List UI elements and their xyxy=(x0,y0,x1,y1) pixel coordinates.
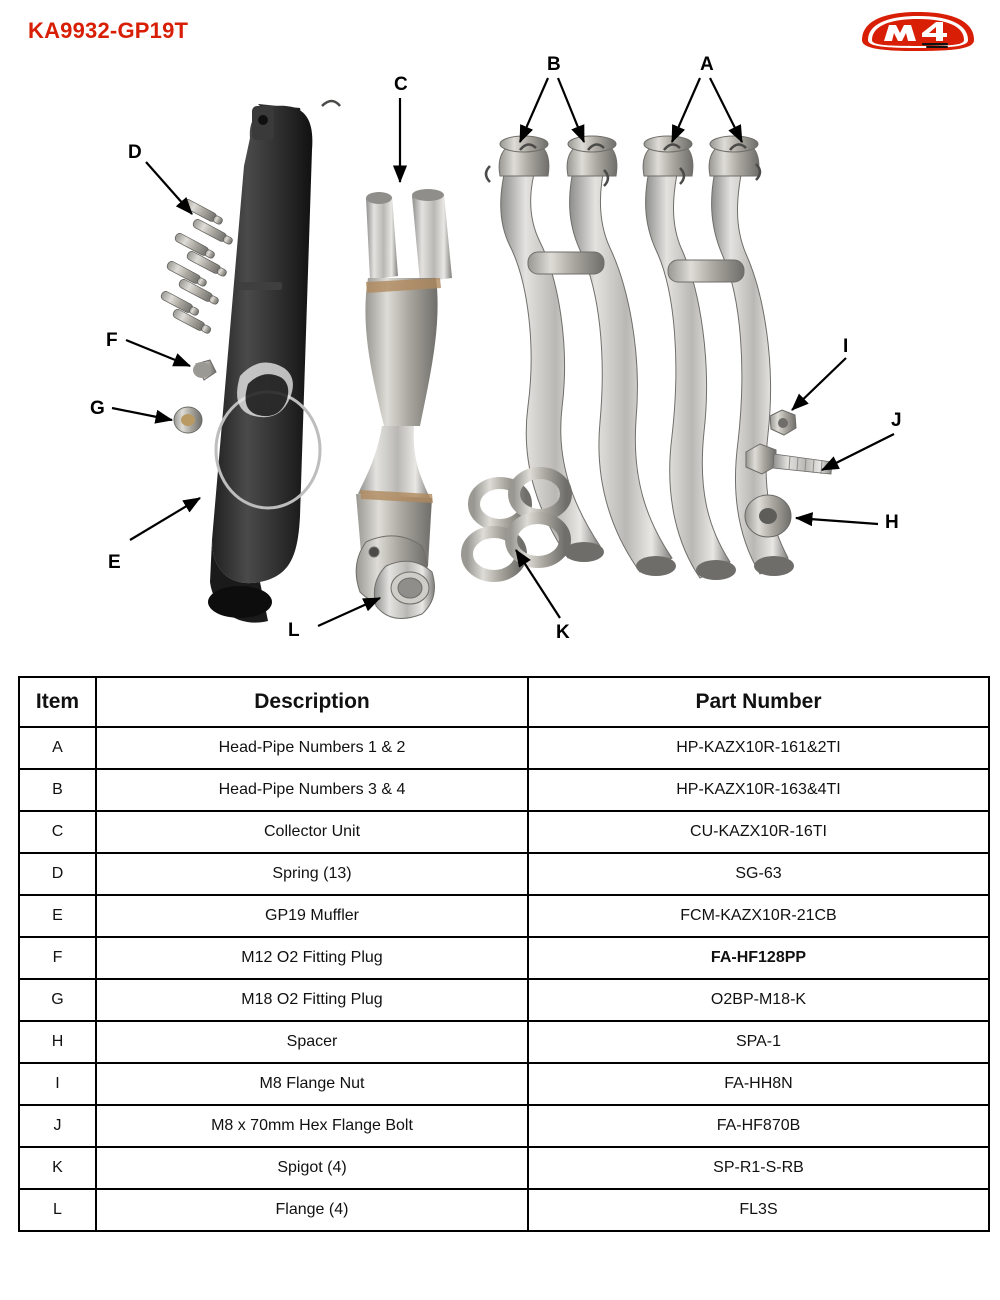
table-row xyxy=(19,811,989,853)
callout-label-H: H xyxy=(885,512,899,533)
cell-description: Head-Pipe Numbers 3 & 4 xyxy=(96,769,528,811)
table-row xyxy=(19,769,989,811)
cell-description: M8 x 70mm Hex Flange Bolt xyxy=(96,1105,528,1147)
table-row xyxy=(19,1021,989,1063)
cell-description: Spigot (4) xyxy=(96,1147,528,1189)
cell-part-number: SPA-1 xyxy=(528,1021,989,1063)
parts-diagram-photo xyxy=(0,46,1000,666)
cell-part-number: CU-KAZX10R-16TI xyxy=(528,811,989,853)
cell-description: Head-Pipe Numbers 1 & 2 xyxy=(96,727,528,769)
callout-label-K: K xyxy=(556,622,570,643)
callout-label-J: J xyxy=(891,410,902,431)
cell-item: E xyxy=(19,895,96,937)
table-row xyxy=(19,895,989,937)
cell-part-number: SG-63 xyxy=(528,853,989,895)
cell-item: A xyxy=(19,727,96,769)
callout-label-A: A xyxy=(700,54,714,75)
photo-illustration xyxy=(0,46,1000,666)
cell-item: B xyxy=(19,769,96,811)
table-row xyxy=(19,1063,989,1105)
cell-part-number: SP-R1-S-RB xyxy=(528,1147,989,1189)
cell-item: I xyxy=(19,1063,96,1105)
cell-description: M12 O2 Fitting Plug xyxy=(96,937,528,979)
column-header-description: Description xyxy=(96,677,528,727)
cell-item: L xyxy=(19,1189,96,1231)
cell-item: G xyxy=(19,979,96,1021)
callout-label-F: F xyxy=(106,330,118,351)
cell-description: Flange (4) xyxy=(96,1189,528,1231)
table-body xyxy=(19,727,989,1231)
cell-part-number: FA-HH8N xyxy=(528,1063,989,1105)
table-row xyxy=(19,1147,989,1189)
table-row xyxy=(19,1105,989,1147)
table-row xyxy=(19,937,989,979)
cell-part-number: HP-KAZX10R-161&2TI xyxy=(528,727,989,769)
cell-part-number: FA-HF128PP xyxy=(528,937,989,979)
callout-label-I: I xyxy=(843,336,849,357)
cell-item: K xyxy=(19,1147,96,1189)
cell-description: Collector Unit xyxy=(96,811,528,853)
cell-description: Spacer xyxy=(96,1021,528,1063)
cell-description: M8 Flange Nut xyxy=(96,1063,528,1105)
callout-label-L: L xyxy=(288,620,300,641)
cell-item: J xyxy=(19,1105,96,1147)
cell-item: F xyxy=(19,937,96,979)
callout-label-B: B xyxy=(547,54,561,75)
callout-label-G: G xyxy=(90,398,105,419)
cell-item: C xyxy=(19,811,96,853)
cell-item: H xyxy=(19,1021,96,1063)
column-header-part-number: Part Number xyxy=(528,677,989,727)
cell-part-number: O2BP-M18-K xyxy=(528,979,989,1021)
cell-item: D xyxy=(19,853,96,895)
callout-label-C: C xyxy=(394,74,408,95)
cell-part-number: FL3S xyxy=(528,1189,989,1231)
parts-table xyxy=(18,676,990,1232)
callout-label-D: D xyxy=(128,142,142,163)
table-header-row xyxy=(19,677,989,727)
callout-label-E: E xyxy=(108,552,121,573)
cell-description: Spring (13) xyxy=(96,853,528,895)
table-row xyxy=(19,1189,989,1231)
cell-description: GP19 Muffler xyxy=(96,895,528,937)
cell-description: M18 O2 Fitting Plug xyxy=(96,979,528,1021)
column-header-item: Item xyxy=(19,677,96,727)
cell-part-number: FA-HF870B xyxy=(528,1105,989,1147)
table-row xyxy=(19,727,989,769)
cell-part-number: FCM-KAZX10R-21CB xyxy=(528,895,989,937)
cell-part-number: HP-KAZX10R-163&4TI xyxy=(528,769,989,811)
table-row xyxy=(19,853,989,895)
part-code-title: KA9932-GP19T xyxy=(28,18,189,43)
table-row xyxy=(19,979,989,1021)
